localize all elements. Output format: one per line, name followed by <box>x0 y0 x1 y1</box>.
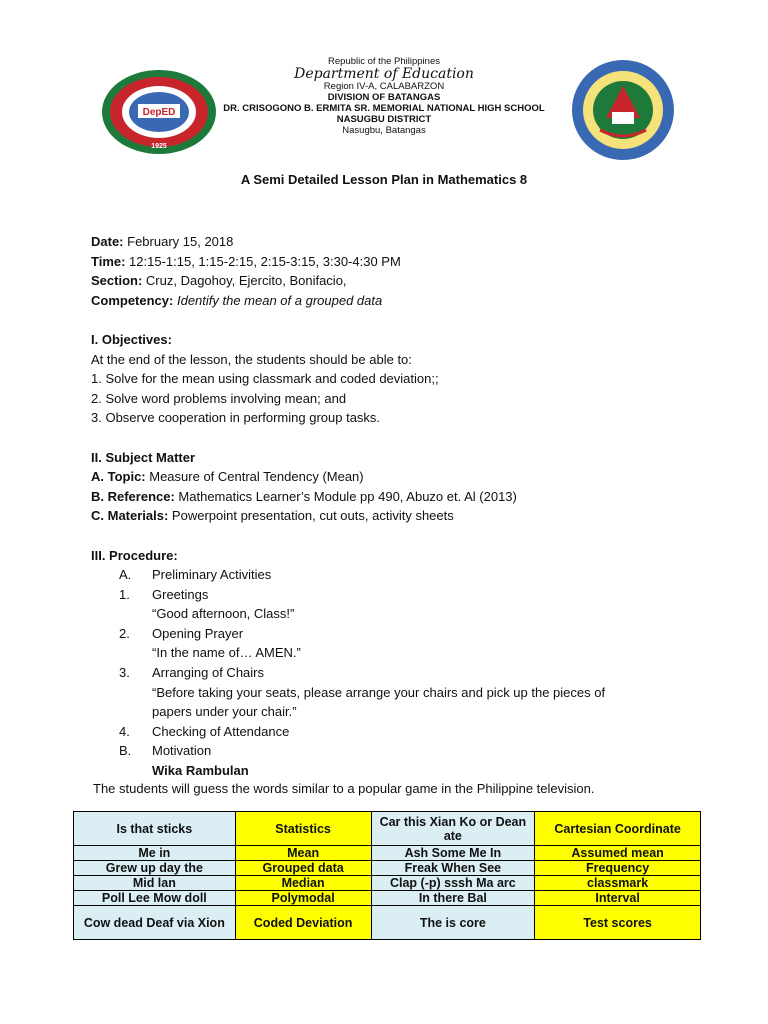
answer-cell: Assumed mean <box>535 846 701 861</box>
procedure-heading: III. Procedure: <box>91 547 178 563</box>
table-row <box>74 812 701 846</box>
prayer-quote: “In the name of… AMEN.” <box>152 645 301 661</box>
clue-cell: Freak When See <box>371 861 535 876</box>
clue-cell: Poll Lee Mow doll <box>74 891 236 906</box>
topic-line <box>91 467 711 487</box>
answer-cell: Statistics <box>235 812 371 846</box>
chairs-quote-line-1: “Before taking your seats, please arrange your chairs and pick up the pieces of <box>152 684 606 700</box>
procedure-step-1 <box>91 585 711 605</box>
item-marker: 1. <box>119 586 130 602</box>
answer-cell: Coded Deviation <box>235 906 371 940</box>
clue-cell: Mid lan <box>74 876 236 891</box>
lesson-plan-title: A Semi Detailed Lesson Plan in Mathematics 8 <box>240 172 528 187</box>
table-row <box>74 876 701 891</box>
time-line <box>91 252 711 272</box>
seal-year: 1925 <box>151 143 167 150</box>
reference-label: B. Reference: <box>91 488 175 504</box>
clue-cell: Ash Some Me In <box>371 846 535 861</box>
objective-item: 2. Solve word problems involving mean; and <box>91 390 347 406</box>
topic-label: A. Topic: <box>91 469 146 485</box>
topic-value: Measure of Central Tendency (Mean) <box>145 469 364 485</box>
procedure-step-4 <box>91 722 711 742</box>
date-value: February 15, 2018 <box>123 234 234 249</box>
procedure-item-a <box>91 565 711 585</box>
answer-cell: Mean <box>235 846 371 861</box>
school-line: DR. CRISOGONO B. ERMITA SR. MEMORIAL NATIONAL HIGH SCHOOL <box>223 103 545 114</box>
wika-rambulan-table <box>73 811 701 940</box>
item-text: Opening Prayer <box>152 625 244 641</box>
time-label: Time: <box>91 253 126 269</box>
activity-intro: The students will guess the words similar to a popular game in the Philippine television. <box>93 781 595 796</box>
procedure-item-b <box>91 741 711 761</box>
answer-cell: Cartesian Coordinate <box>535 812 701 846</box>
procedure-step-2 <box>91 624 711 644</box>
item-text: Checking of Attendance <box>152 723 290 739</box>
region-line: Region IV-A, CALABARZON <box>323 81 445 92</box>
date-line <box>91 232 711 252</box>
seal-center-text: DepED <box>142 107 176 118</box>
item-marker: 3. <box>119 665 130 681</box>
competency-line <box>91 291 711 311</box>
objectives-heading: I. Objectives: <box>91 331 172 347</box>
objective-item: 3. Observe cooperation in performing group tasks. <box>91 410 381 426</box>
activity-title: Wika Rambulan <box>152 763 249 779</box>
answer-cell: Grouped data <box>235 861 371 876</box>
reference-value: Mathematics Learner’s Module pp 490, Abuzo et. Al (2013) <box>174 488 517 504</box>
answer-cell: Frequency <box>535 861 701 876</box>
item-text: Motivation <box>152 743 212 759</box>
table-row <box>74 891 701 906</box>
school-seal-icon <box>570 58 676 162</box>
district-line: NASUGBU DISTRICT <box>336 114 432 125</box>
clue-cell: Me in <box>74 846 236 861</box>
table-row <box>74 846 701 861</box>
objective-item: 1. Solve for the mean using classmark and coded deviation;; <box>91 371 439 387</box>
greeting-quote: “Good afternoon, Class!” <box>152 606 295 622</box>
item-marker: A. <box>119 567 132 583</box>
lesson-plan-body <box>91 232 711 781</box>
materials-line <box>91 506 711 526</box>
republic-line: Republic of the Philippines <box>328 56 440 67</box>
clue-cell: Car this Xian Ko or Dean ate <box>371 812 535 846</box>
answer-cell: Median <box>235 876 371 891</box>
clue-cell: Clap (-p) sssh Ma arc <box>371 876 535 891</box>
letterhead-text <box>200 56 568 136</box>
section-label: Section: <box>91 273 143 289</box>
answer-cell: Interval <box>535 891 701 906</box>
clue-cell: The is core <box>371 906 535 940</box>
reference-line <box>91 487 711 507</box>
subject-matter-heading: II. Subject Matter <box>91 449 196 465</box>
table-row <box>74 861 701 876</box>
time-value: 12:15-1:15, 1:15-2:15, 2:15-3:15, 3:30-4:30 PM <box>125 253 401 269</box>
section-line <box>91 271 711 291</box>
competency-label: Competency: <box>91 292 174 308</box>
item-text: Arranging of Chairs <box>152 665 264 681</box>
answer-cell: Polymodal <box>235 891 371 906</box>
answer-cell: Test scores <box>535 906 701 940</box>
materials-label: C. Materials: <box>91 508 169 524</box>
date-label: Date: <box>91 234 124 249</box>
section-value: Cruz, Dagohoy, Ejercito, Bonifacio, <box>142 273 347 289</box>
procedure-step-3 <box>91 663 711 683</box>
clue-cell: Grew up day the <box>74 861 236 876</box>
chairs-quote-line-2: papers under your chair.” <box>152 704 297 720</box>
item-text: Greetings <box>152 586 209 602</box>
materials-value: Powerpoint presentation, cut outs, activity sheets <box>168 508 454 524</box>
division-line: DIVISION OF BATANGAS <box>327 92 441 103</box>
clue-cell: Is that sticks <box>74 812 236 846</box>
department-line: Department of Education <box>294 66 474 82</box>
item-marker: 2. <box>119 625 130 641</box>
table-row <box>74 906 701 940</box>
clue-cell: Cow dead Deaf via Xion <box>74 906 236 940</box>
letterhead <box>0 56 768 151</box>
location-line: Nasugbu, Batangas <box>342 125 426 136</box>
competency-value: Identify the mean of a grouped data <box>173 292 383 308</box>
answer-cell: classmark <box>535 876 701 891</box>
item-marker: B. <box>119 743 132 759</box>
item-marker: 4. <box>119 723 130 739</box>
item-text: Preliminary Activities <box>152 567 272 583</box>
objectives-intro: At the end of the lesson, the students should be able to: <box>91 351 412 367</box>
clue-cell: In there Bal <box>371 891 535 906</box>
